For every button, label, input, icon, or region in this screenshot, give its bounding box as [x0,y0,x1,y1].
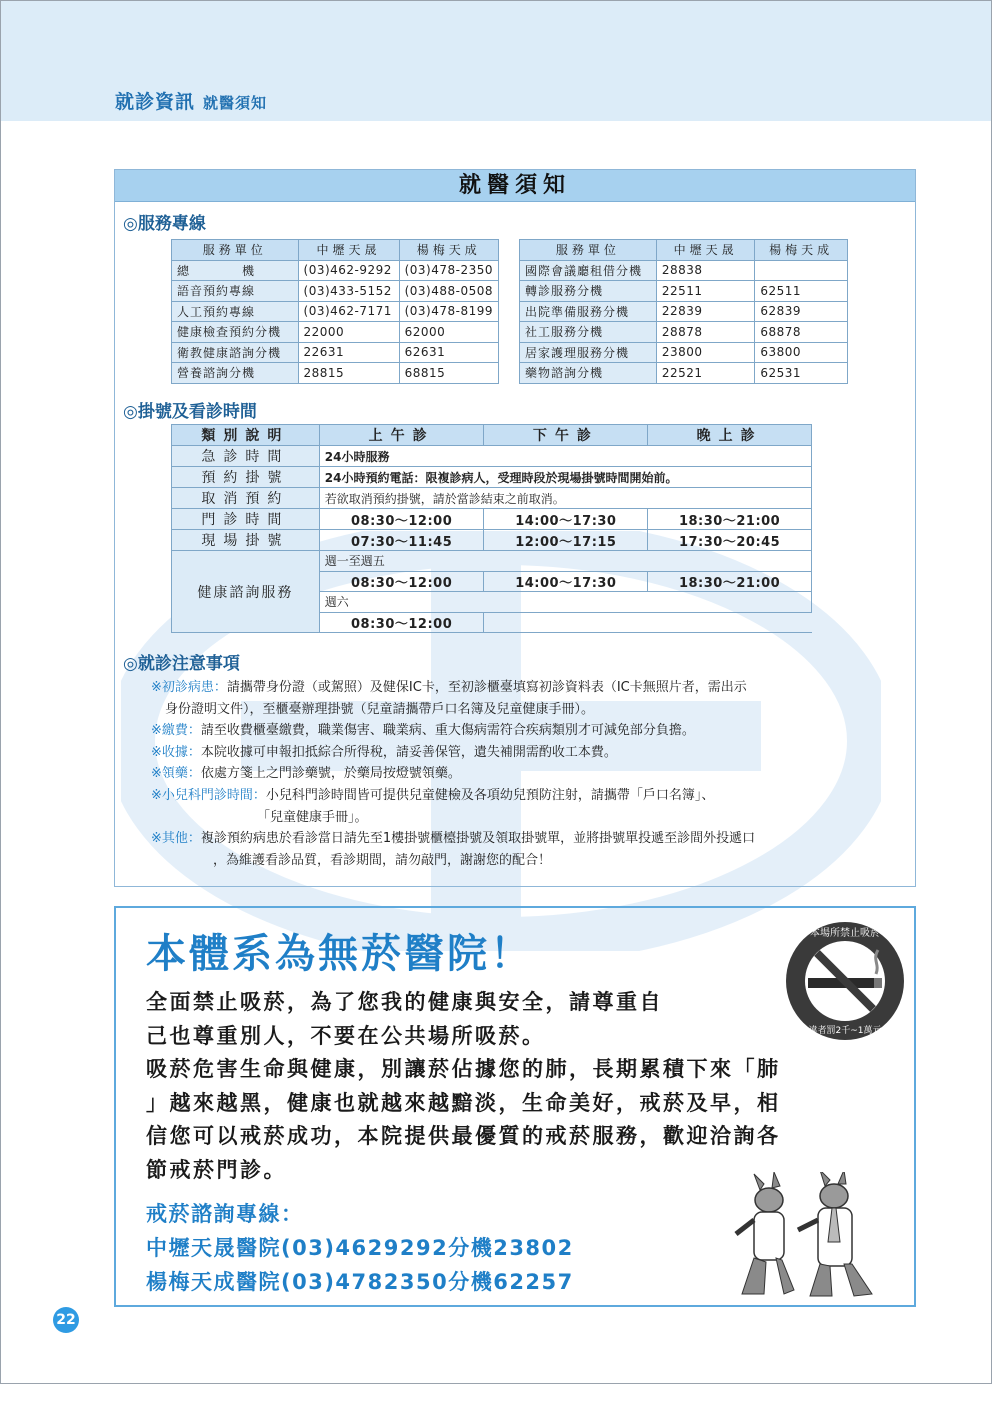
phone-tiancheng-yangmei: (03)478-2350 [399,260,498,281]
quit-hotline-zhongli: 中壢天晟醫院(03)4629292分機23802 [146,1236,574,1260]
row-label: 取消預約 [172,488,320,509]
table-row [172,467,812,488]
unit-name: 營養諮詢分機 [172,363,299,384]
note-text: 依處方箋上之門診藥號，於藥局按燈號領藥。 [200,766,461,782]
evening-time: 18:30～21:00 [648,509,812,530]
evening-time: 18:30～21:00 [648,571,812,592]
phone-tiancheng-yangmei: (03)478-8199 [399,301,498,322]
list-item [151,828,911,871]
note-continuation: 「兒童健康手冊」。 [257,809,368,825]
note-text: 複診預約病患於看診當日請先至1樓掛號櫃檯掛號及領取掛號單，並將掛號單投遞至診間外投遞口 [200,831,756,847]
table-row [520,260,848,281]
table-header-row [520,240,848,261]
page-header [115,87,267,114]
column-header: 服務單位 [172,240,299,261]
clinic-hours-table [171,424,812,633]
table-row [172,260,499,281]
phone-tianchen-zhongli: (03)433-5152 [298,281,399,302]
note-text: 請攜帶身份證（或駕照）及健保IC卡，至初診櫃臺填寫初診資料表（IC卡無照片者，需出示 [226,680,747,695]
morning-time: 08:30～12:00 [319,509,484,530]
row-label: 門診時間 [172,509,320,530]
phone-tianchen-zhongli: (03)462-9292 [298,260,399,281]
sign-bottom-text: 違者罰2千~1萬元 [808,1026,882,1036]
table-row [520,322,848,343]
hotline-table-left [171,239,499,384]
row-label: 急診時間 [172,446,320,467]
phone-tianchen-zhongli: 22631 [298,342,399,363]
page-number: 22 [53,1307,79,1333]
table-row [172,446,812,467]
list-item [151,763,911,785]
quit-hotline-yangmei: 楊梅天成醫院(03)4782350分機62257 [146,1270,574,1294]
row-label: 預約掛號 [172,467,320,488]
notes-list [151,677,911,871]
phone-tiancheng-yangmei: 62839 [755,301,848,322]
notes-heading: ◎就診注意事項 [123,654,240,674]
phone-tianchen-zhongli: 22000 [298,322,399,343]
column-header: 上午診 [319,425,484,446]
phone-tianchen-zhongli: (03)462-7171 [298,301,399,322]
unit-name: 居家護理服務分機 [520,342,657,363]
table-row [520,301,848,322]
phone-tiancheng-yangmei: 63800 [755,342,848,363]
smoke-free-title: 本體系為無菸醫院！ [146,931,533,977]
row-label: 現場掛號 [172,530,320,551]
message-line: 信您可以戒菸成功，本院提供最優質的戒菸服務，歡迎洽詢各 [146,1124,781,1148]
note-continuation: 身份證明文件），至櫃臺辦理掛號（兒童請攜帶戶口名簿及兒童健康手冊）。 [165,701,595,717]
emergency-hours: 24小時服務 [319,446,811,467]
table-header-row [172,425,812,446]
table-header-row [172,240,499,261]
message-line: 節戒菸門診。 [146,1157,287,1182]
column-header: 中壢天晟 [656,240,755,261]
afternoon-time: 14:00～17:30 [484,571,648,592]
phone-tianchen-zhongli: 23800 [656,342,755,363]
table-row [520,342,848,363]
appointment-info: 24小時預約電話：限複診病人，受理時段於現場掛號時間開始前。 [319,467,811,488]
note-continuation: ，為維護看診品質，看診期間，請勿敲門，謝謝您的配合！ [213,852,552,868]
note-text: 請至收費櫃臺繳費，職業傷害、職業病、重大傷病需符合疾病類別才可減免部分負擔。 [200,723,695,739]
table-row [172,281,499,302]
table-row [172,342,499,363]
unit-name: 人工預約專線 [172,301,299,322]
morning-time: 07:30～11:45 [319,530,484,551]
table-row [172,551,812,572]
column-header: 中壢天晟 [298,240,399,261]
column-header: 晚上診 [648,425,812,446]
table-row [172,509,812,530]
phone-tiancheng-yangmei: 62531 [755,363,848,384]
hotline-heading: ◎服務專線 [123,214,206,234]
header-subtitle: 就醫須知 [203,94,268,112]
message-line: 己也尊重別人，不要在公共場所吸菸。 [146,1023,546,1048]
phone-tiancheng-yangmei: (03)488-0508 [399,281,498,302]
morning-time: 08:30～12:00 [319,612,484,633]
unit-name: 衛教健康諮詢分機 [172,342,299,363]
phone-tianchen-zhongli: 28815 [298,363,399,384]
table-row [520,363,848,384]
message-line: 全面禁止吸菸，為了您我的健康與安全，請尊重自 [146,990,663,1014]
unit-name: 總 機 [172,260,299,281]
phone-tiancheng-yangmei: 62511 [755,281,848,302]
note-key: ※初診病患： [151,680,227,695]
smoke-free-message [146,986,901,1187]
cancel-info: 若欲取消預約掛號，請於當診結束之前取消。 [319,488,811,509]
unit-name: 健康檢查預約分機 [172,322,299,343]
list-item [151,720,911,742]
column-header: 類別說明 [172,425,320,446]
note-key: ※小兒科門診時間： [151,787,266,803]
phone-tiancheng-yangmei [755,260,848,281]
unit-name: 國際會議廳租借分機 [520,260,657,281]
kangaroo-mascots-illustration [724,1172,884,1302]
row-label: 健康諮詢服務 [172,551,320,633]
list-item [151,742,911,764]
evening-time: 17:30～20:45 [648,530,812,551]
note-key: ※收據： [151,744,201,760]
unit-name: 社工服務分機 [520,322,657,343]
note-key: ※領藥： [151,766,201,782]
table-row [172,322,499,343]
table-row [172,363,499,384]
list-item [151,677,911,720]
afternoon-time: 12:00～17:15 [484,530,648,551]
message-line: 」越來越黑，健康也就越來越黯淡，生命美好，戒菸及早，相 [146,1090,781,1115]
saturday-label: 週六 [319,592,811,613]
column-header: 楊梅天成 [399,240,498,261]
panel-title: 就醫須知 [115,170,915,202]
phone-tianchen-zhongli: 22521 [656,363,755,384]
hotline-table-right [519,239,848,384]
unit-name: 藥物諮詢分機 [520,363,657,384]
table-row [520,281,848,302]
phone-tiancheng-yangmei: 68815 [399,363,498,384]
column-header: 下午診 [484,425,648,446]
morning-time: 08:30～12:00 [319,571,484,592]
table-row [172,301,499,322]
note-key: ※繳費： [151,723,201,739]
phone-tiancheng-yangmei: 68878 [755,322,848,343]
note-key: ※其他： [151,831,201,847]
unit-name: 語音預約專線 [172,281,299,302]
smoke-free-box [114,906,916,1307]
sign-top-text: 本場所禁止吸菸 [810,928,880,939]
column-header: 服務單位 [520,240,657,261]
clinic-hours-heading: ◎掛號及看診時間 [123,402,257,422]
phone-tiancheng-yangmei: 62000 [399,322,498,343]
unit-name: 轉診服務分機 [520,281,657,302]
phone-tianchen-zhongli: 22511 [656,281,755,302]
afternoon-time: 14:00～17:30 [484,509,648,530]
weekday-label: 週一至週五 [319,551,811,572]
table-row [172,530,812,551]
unit-name: 出院準備服務分機 [520,301,657,322]
quit-hotline-label: 戒菸諮詢專線： [146,1202,304,1226]
empty-cell [484,612,812,633]
column-header: 楊梅天成 [755,240,848,261]
table-row [172,488,812,509]
phone-tianchen-zhongli: 28838 [656,260,755,281]
note-text: 小兒科門診時間皆可提供兒童健檢及各項幼兒預防注射，請攜帶「戶口名簿」、 [265,787,715,803]
phone-tianchen-zhongli: 28878 [656,322,755,343]
header-title: 就診資訊 [115,91,196,113]
phone-tianchen-zhongli: 22839 [656,301,755,322]
phone-tiancheng-yangmei: 62631 [399,342,498,363]
note-text: 本院收據可申報扣抵綜合所得稅，請妥善保管，遺失補開需酌收工本費。 [200,744,617,760]
list-item [151,785,911,828]
message-line: 吸菸危害生命與健康，別讓菸佔據您的肺，長期累積下來「肺 [146,1057,781,1081]
